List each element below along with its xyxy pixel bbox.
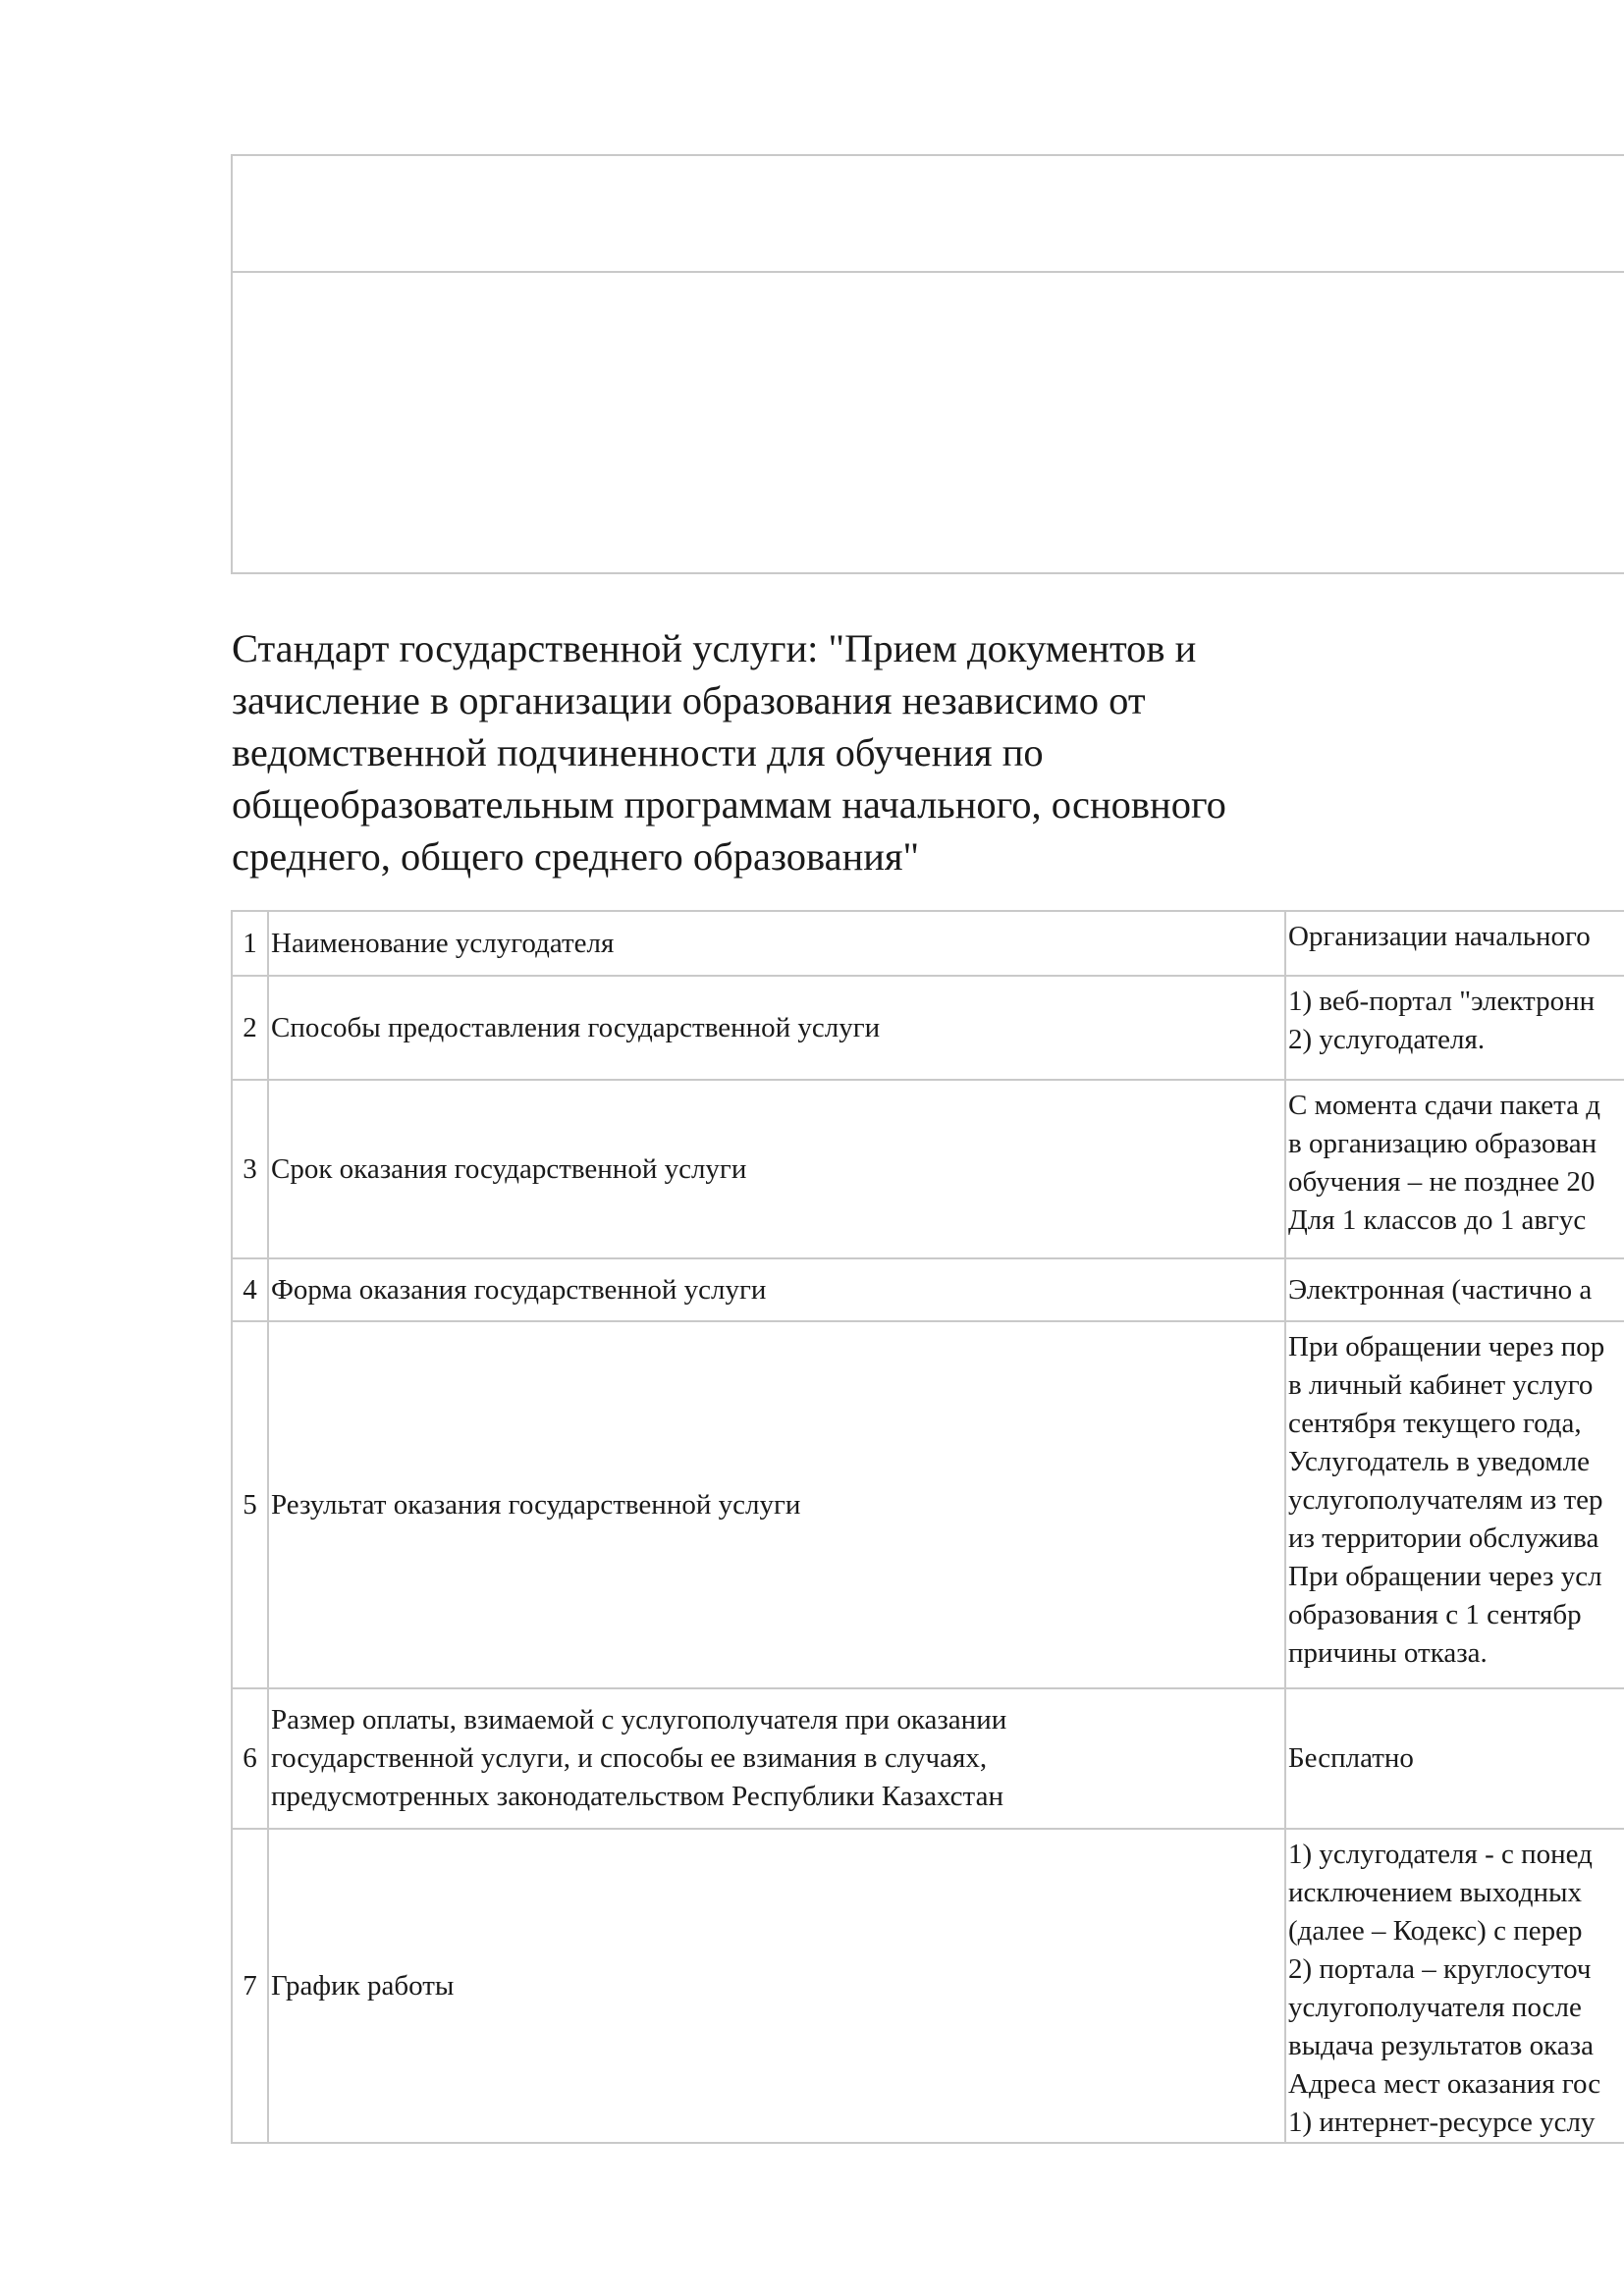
table-row: [232, 1688, 1624, 1829]
row-value: [1285, 1258, 1624, 1321]
table-row: [232, 1080, 1624, 1258]
table-row: [232, 1829, 1624, 2143]
title-line: ведомственной подчиненности для обучения по: [232, 730, 1044, 774]
row-value-line: услугополучателям из тер: [1288, 1484, 1603, 1516]
row-name-line: предусмотренных законодательством Республики Казахстан: [271, 1781, 1003, 1812]
title-line: общеобразовательным программам начального, основного: [232, 782, 1226, 827]
row-number: 4: [232, 1258, 268, 1321]
row-value-line: Электронная (частично а: [1288, 1273, 1593, 1306]
row-value-line: 1) веб-портал "электронн: [1288, 986, 1596, 1017]
service-standard-table: [231, 910, 1624, 2144]
row-value-line: образования с 1 сентябр: [1288, 1599, 1582, 1630]
row-value-line: 1) услугодателя - с понед: [1288, 1839, 1593, 1870]
row-value-line: сентября текущего года,: [1288, 1408, 1582, 1439]
row-value-line: услугополучателя после: [1288, 1992, 1582, 2023]
row-name: [268, 911, 1285, 976]
row-number: 5: [232, 1321, 268, 1688]
row-value-line: С момента сдачи пакета д: [1288, 1090, 1601, 1121]
row-number: 7: [232, 1829, 268, 2143]
row-value: [1285, 1321, 1624, 1688]
row-value-line: из территории обслужива: [1288, 1522, 1599, 1554]
row-value: [1285, 976, 1624, 1080]
row-value-line: Организации начального: [1288, 921, 1591, 952]
row-name: [268, 1321, 1285, 1688]
row-value-line: 2) услугодателя.: [1288, 1024, 1486, 1055]
row-value-line: в организацию образован: [1288, 1128, 1597, 1159]
row-name-line: Способы предоставления государственной услуги: [271, 1011, 881, 1043]
row-value-line: в личный кабинет услуго: [1288, 1369, 1594, 1401]
row-value-line: обучения – не позднее 20: [1288, 1166, 1596, 1198]
row-name: [268, 976, 1285, 1080]
row-name: [268, 1829, 1285, 2143]
row-value-line: Услугодатель в уведомле: [1288, 1446, 1590, 1477]
table-row: [232, 1258, 1624, 1321]
header-divider: [233, 271, 1624, 273]
row-name-line: График работы: [271, 1969, 455, 2002]
table-row: [232, 1321, 1624, 1688]
row-value-line: 2) портала – круглосуточ: [1288, 1953, 1592, 1985]
title-line: Стандарт государственной услуги: "Прием документов и: [232, 626, 1197, 670]
header-placeholder-box: [231, 154, 1624, 574]
row-name: [268, 1688, 1285, 1829]
row-value-line: выдача результатов оказа: [1288, 2030, 1594, 2061]
row-value-line: Бесплатно: [1288, 1742, 1414, 1774]
row-name: [268, 1258, 1285, 1321]
row-value-line: причины отказа.: [1288, 1637, 1488, 1669]
row-name-line: Наименование услугодателя: [271, 927, 615, 959]
row-value: [1285, 1080, 1624, 1258]
document-title: [232, 622, 1410, 882]
row-value: [1285, 1829, 1624, 2143]
row-value-line: Для 1 классов до 1 авгус: [1288, 1204, 1587, 1236]
row-value-line: (далее – Кодекс) с перер: [1288, 1915, 1583, 1947]
row-value-line: Адреса мест оказания гос: [1288, 2068, 1601, 2100]
row-name-line: Форма оказания государственной услуги: [271, 1273, 767, 1306]
row-name-line: государственной услуги, и способы ее взимания в случаях,: [271, 1742, 988, 1774]
row-value: [1285, 1688, 1624, 1829]
row-number: 6: [232, 1688, 268, 1829]
title-line: среднего, общего среднего образования": [232, 834, 920, 879]
row-name-line: Срок оказания государственной услуги: [271, 1152, 747, 1185]
table-row: [232, 911, 1624, 976]
row-name-line: Результат оказания государственной услуги: [271, 1488, 801, 1521]
row-number: 3: [232, 1080, 268, 1258]
row-name-line: Размер оплаты, взимаемой с услугополучателя при оказании: [271, 1704, 1007, 1735]
row-value: [1285, 911, 1624, 976]
row-value-line: исключением выходных: [1288, 1877, 1582, 1908]
title-line: зачисление в организации образования независимо от: [232, 678, 1146, 722]
row-value-line: 1) интернет-ресурсе услу: [1288, 2107, 1596, 2138]
row-name: [268, 1080, 1285, 1258]
row-value-line: При обращении через усл: [1288, 1561, 1602, 1592]
row-number: 1: [232, 911, 268, 976]
row-number: 2: [232, 976, 268, 1080]
row-value-line: При обращении через пор: [1288, 1331, 1605, 1362]
table-row: [232, 976, 1624, 1080]
